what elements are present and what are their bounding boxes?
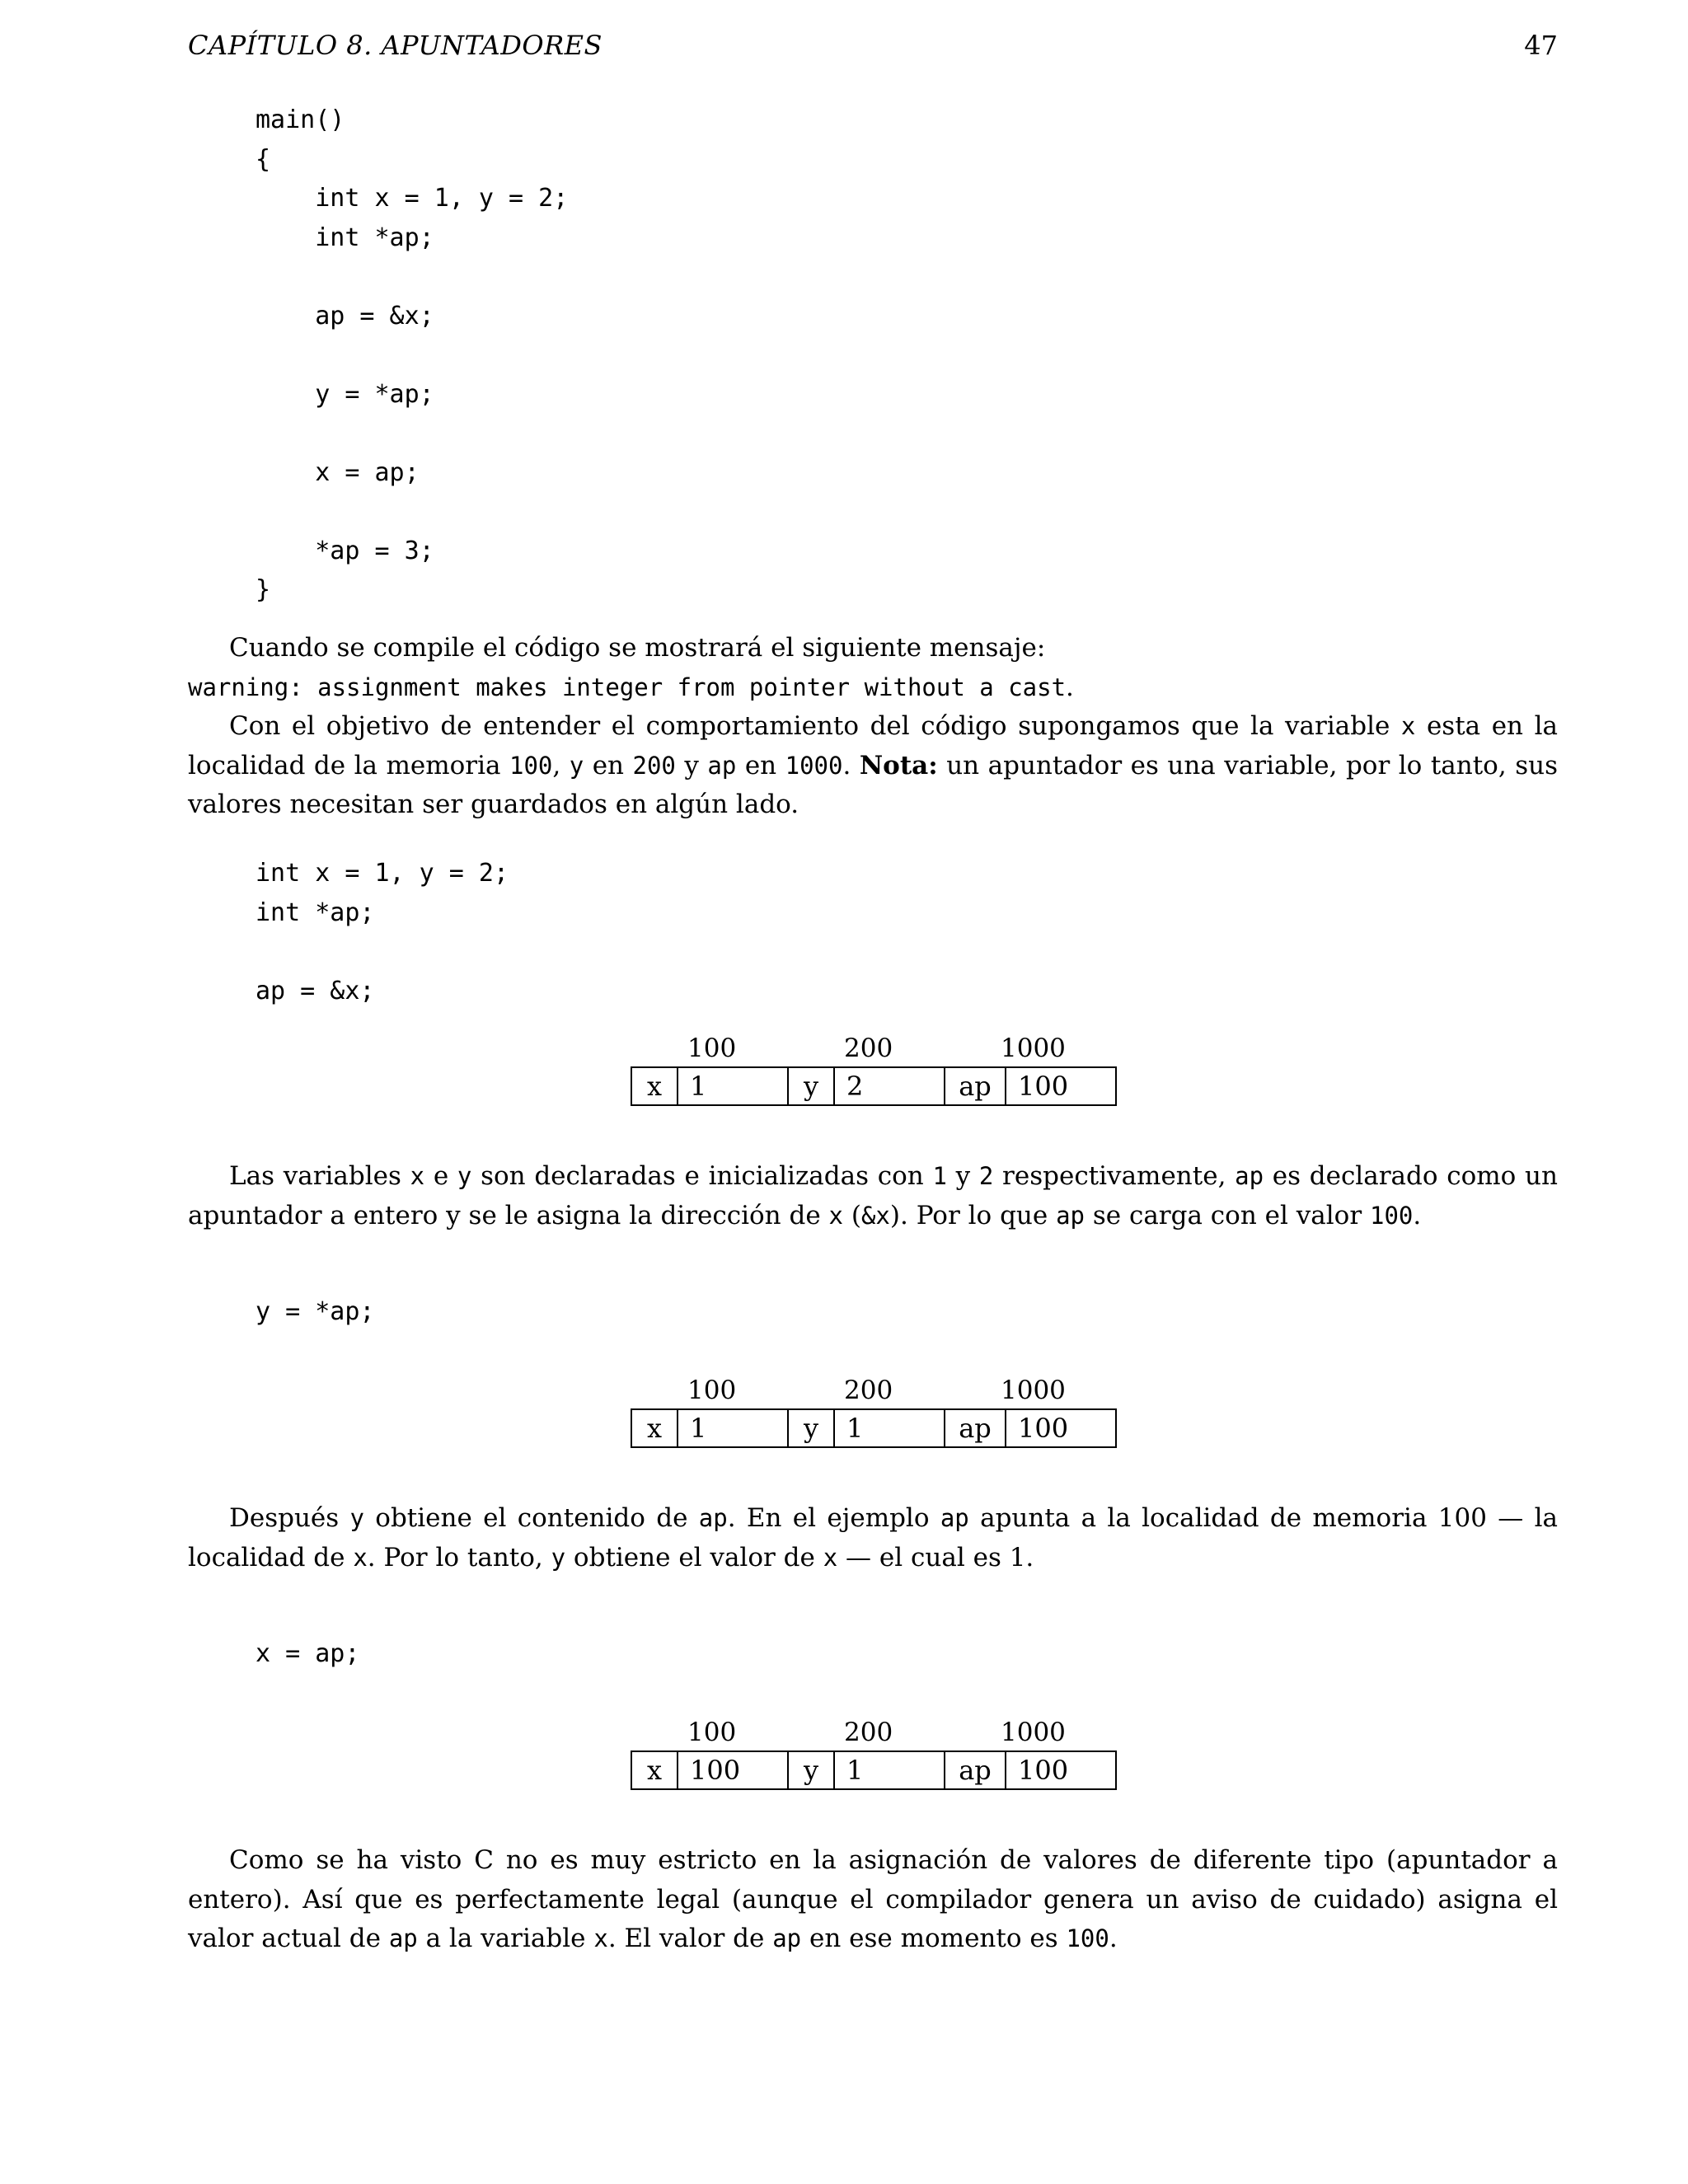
code-block-main — [256, 101, 1625, 610]
memory-addresses — [631, 1718, 1117, 1750]
deref-paragraph: Después y obtiene el contenido de ap. En el ejemplo ap apunta a la localidad de memoria 100 — la localidad de x. Por lo tanto, y obtiene el valor de x — el cual es 1. — [188, 1503, 1558, 1572]
address-ap: 1000 — [1001, 1033, 1066, 1063]
running-header — [188, 25, 1558, 66]
compile-section — [188, 629, 1558, 825]
var-value-y: 1 — [835, 1752, 945, 1788]
var-value-y: 2 — [835, 1068, 945, 1104]
address-y: 200 — [844, 1718, 893, 1747]
var-value-x: 1 — [678, 1068, 789, 1104]
var-value-x: 100 — [678, 1752, 789, 1788]
code-main: main() { int x = 1, y = 2; int *ap; ap = &x; y = *ap; x = ap; *ap = 3; } — [256, 105, 569, 604]
compile-paragraph: Cuando se compile el código se mostrará el siguiente mensaje: — [229, 633, 1046, 663]
declaration-paragraph: Las variables x e y son declaradas e inicializadas con 1 y 2 respectivamente, ap es declarado como un apuntador a entero y se le asigna la dirección de x (&x). Por lo que ap se carga con el valor 100. — [188, 1161, 1558, 1230]
declaration-section — [188, 1157, 1558, 1235]
var-value-ap: 100 — [1018, 1071, 1069, 1102]
memory-addresses — [631, 1376, 1117, 1408]
assign-section — [188, 1841, 1558, 1959]
var-name-ap: ap — [945, 1752, 1006, 1788]
var-name-x: x — [632, 1410, 678, 1446]
address-ap: 1000 — [1001, 1376, 1066, 1405]
document-page — [188, 25, 1558, 1953]
var-name-y: y — [789, 1410, 835, 1446]
memory-table-1 — [631, 1033, 1117, 1106]
goal-paragraph: Con el objetivo de entender el comportamiento del código supongamos que la variable x esta en la localidad de la memoria 100, y en 200 y ap en 1000. Nota: un apuntador es una variable, por lo tanto, sus valores necesitan ser guardados en algún lado. — [188, 711, 1558, 819]
code-block-deref — [256, 1292, 1625, 1332]
code-declaration: int x = 1, y = 2; int *ap; ap = &x; — [256, 859, 509, 1005]
address-x: 100 — [687, 1033, 737, 1063]
deref-section — [188, 1499, 1558, 1577]
page-number: 47 — [1524, 30, 1558, 61]
address-ap: 1000 — [1001, 1718, 1066, 1747]
var-name-ap: ap — [945, 1410, 1006, 1446]
address-x: 100 — [687, 1376, 737, 1405]
chapter-title: CAPÍTULO 8. APUNTADORES — [188, 30, 603, 61]
var-name-ap: ap — [945, 1068, 1006, 1104]
memory-cells — [631, 1066, 1117, 1106]
memory-cells — [631, 1750, 1117, 1790]
address-y: 200 — [844, 1376, 893, 1405]
note-label: Nota: — [859, 750, 938, 780]
memory-addresses — [631, 1033, 1117, 1066]
var-name-y: y — [789, 1068, 835, 1104]
code-block-assign — [256, 1634, 1625, 1674]
var-value-ap: 100 — [1018, 1755, 1069, 1786]
var-name-y: y — [789, 1752, 835, 1788]
code-assign: x = ap; — [256, 1639, 360, 1668]
memory-table-3 — [631, 1718, 1117, 1790]
memory-cells — [631, 1408, 1117, 1448]
var-name-x: x — [632, 1752, 678, 1788]
warning-message: warning: assignment makes integer from pointer without a cast — [188, 673, 1067, 701]
code-block-declaration — [256, 854, 1625, 1010]
var-value-ap: 100 — [1018, 1413, 1069, 1444]
var-name-x: x — [632, 1068, 678, 1104]
warning-line: warning: assignment makes integer from pointer without a cast. — [188, 672, 1074, 702]
code-deref: y = *ap; — [256, 1297, 375, 1326]
var-value-x: 1 — [678, 1410, 789, 1446]
address-y: 200 — [844, 1033, 893, 1063]
assign-paragraph: Como se ha visto C no es muy estricto en la asignación de valores de diferente tipo (apuntador a entero). Así que es perfectamente legal (aunque el compilador genera un aviso de cuidado) asigna el valor actual de ap a la variable x. El valor de ap en ese momento es 100. — [188, 1845, 1558, 1953]
address-x: 100 — [687, 1718, 737, 1747]
var-value-y: 1 — [835, 1410, 945, 1446]
memory-table-2 — [631, 1376, 1117, 1448]
